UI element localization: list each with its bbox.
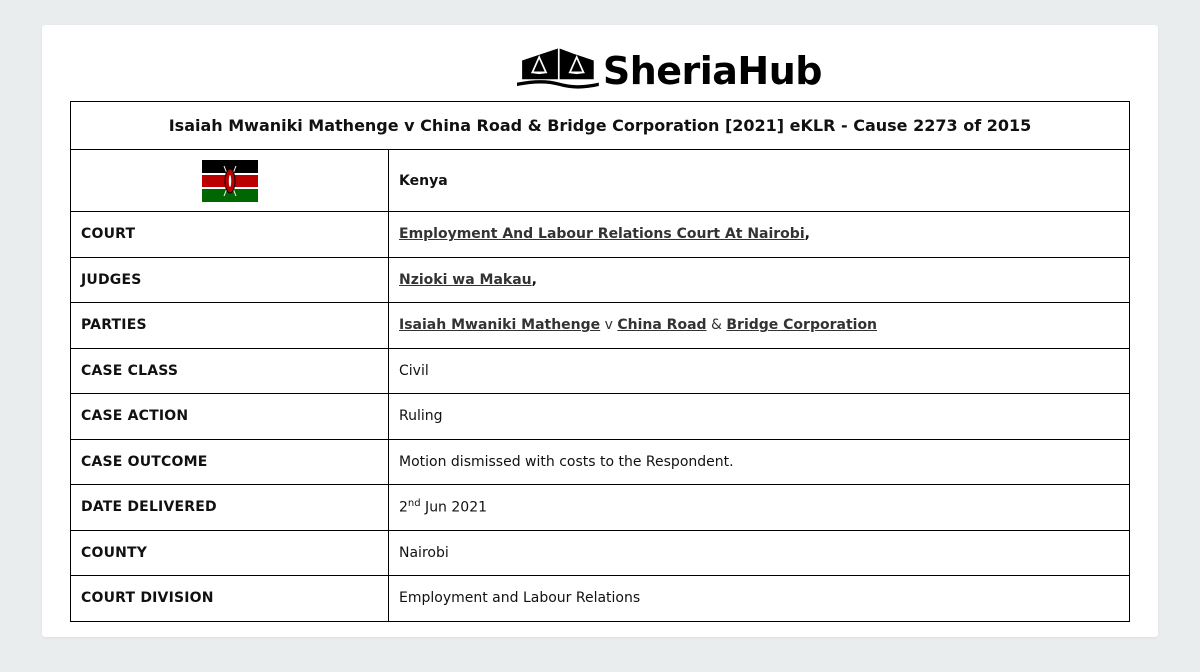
county-row — [71, 530, 1130, 576]
country-name: Kenya — [389, 150, 1130, 212]
judges-comma: , — [531, 271, 537, 288]
parties-label: PARTIES — [71, 303, 389, 349]
case-action-value: Ruling — [389, 394, 1130, 440]
case-title-row — [71, 102, 1130, 150]
date-ordinal: nd — [407, 498, 421, 510]
date-delivered-value — [389, 485, 1130, 531]
court-division-row — [71, 576, 1130, 622]
case-class-value: Civil — [389, 348, 1130, 394]
case-title: Isaiah Mwaniki Mathenge v China Road & Bridge Corporation [2021] eKLR - Cause 2273 of 2015 — [71, 102, 1130, 150]
case-action-row — [71, 394, 1130, 440]
kenya-flag-icon — [202, 160, 258, 202]
versus-separator: v — [600, 317, 618, 334]
flag-cell — [71, 150, 389, 212]
parties-value — [389, 303, 1130, 349]
judge-link[interactable]: Nzioki wa Makau — [399, 271, 532, 288]
sheriahub-logo[interactable] — [517, 44, 822, 94]
court-comma: , — [804, 226, 810, 243]
ampersand-separator: & — [706, 317, 727, 334]
case-outcome-value: Motion dismissed with costs to the Respondent. — [389, 439, 1130, 485]
case-action-label: CASE ACTION — [71, 394, 389, 440]
brand-name: SheriaHub — [602, 49, 822, 93]
date-delivered-row — [71, 485, 1130, 531]
case-outcome-row — [71, 439, 1130, 485]
court-division-value: Employment and Labour Relations — [389, 576, 1130, 622]
judges-label: JUDGES — [71, 257, 389, 303]
judges-value — [389, 257, 1130, 303]
county-label: COUNTY — [71, 530, 389, 576]
scales-of-justice-icon — [517, 45, 599, 93]
court-row — [71, 212, 1130, 258]
case-outcome-label: CASE OUTCOME — [71, 439, 389, 485]
case-class-label: CASE CLASS — [71, 348, 389, 394]
country-row — [71, 150, 1130, 212]
date-delivered-label: DATE DELIVERED — [71, 485, 389, 531]
court-link[interactable]: Employment And Labour Relations Court At Nairobi — [399, 226, 805, 243]
party-link-respondent-2[interactable]: Bridge Corporation — [726, 317, 878, 334]
date-day: 2 — [399, 500, 408, 517]
court-value — [389, 212, 1130, 258]
court-division-label: COURT DIVISION — [71, 576, 389, 622]
county-value: Nairobi — [389, 530, 1130, 576]
party-link-respondent-1[interactable]: China Road — [617, 317, 707, 334]
party-link-applicant[interactable]: Isaiah Mwaniki Mathenge — [399, 317, 601, 334]
parties-row — [71, 303, 1130, 349]
date-month-year: Jun 2021 — [420, 500, 488, 517]
case-details-table — [70, 101, 1130, 622]
judges-row — [71, 257, 1130, 303]
case-class-row — [71, 348, 1130, 394]
court-label: COURT — [71, 212, 389, 258]
